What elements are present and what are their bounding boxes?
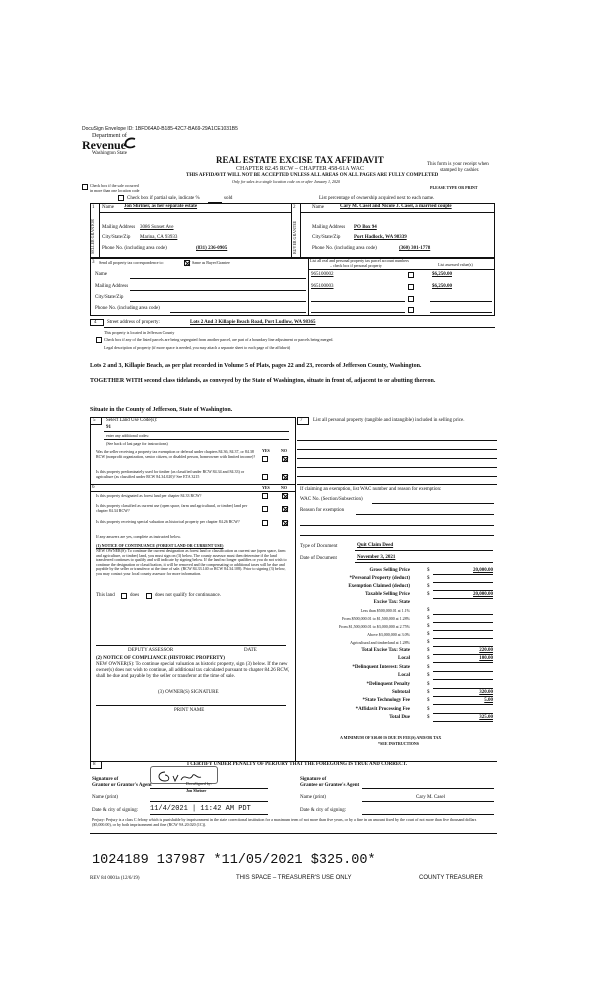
totals-label: Local (398, 673, 410, 679)
personal-property-label: List all personal property (tangible and intangible) included in selling price. (313, 418, 465, 423)
dollar-sign: $ (427, 592, 430, 597)
totals-value: 220.00 (479, 648, 493, 653)
section5-q1-yes-checkbox[interactable] (262, 456, 268, 462)
land-use-label: Select Land Use Code(s): (106, 418, 158, 423)
dollar-sign: $ (427, 664, 430, 670)
excise-bracket-label: Agricultural and timberland at 1.28% (350, 640, 410, 645)
this-land-label: This land (96, 593, 115, 598)
dollar-sign: $ (427, 568, 430, 573)
dollar-sign: $ (427, 576, 430, 581)
buyer-city-label: City/State/Zip (312, 235, 341, 240)
county-treasurer-label: COUNTY TREASURER (419, 875, 483, 881)
same-as-buyer-label: Same as Buyer/Grantee (192, 260, 230, 265)
located-in: This property is located in Jefferson County (104, 330, 175, 335)
totals-value: 5.00 (484, 698, 493, 704)
excise-bracket-label: Above $3,000,000 at 3.0% (367, 632, 410, 637)
dollar-sign: $ (427, 632, 430, 637)
totals-label: Local (398, 656, 410, 662)
totals-value: 325.00 (479, 715, 493, 721)
grantor-name-label: Name (print) (92, 795, 118, 800)
totals-label: *State Technology Fee (362, 698, 410, 704)
section6-q2-yes-checkbox[interactable] (262, 506, 268, 512)
buyer-section-number: 2 (293, 205, 296, 210)
buyer-city: Port Hadlock, WA 98339 (354, 235, 407, 240)
section3-city-label: City/State/Zip (95, 295, 124, 300)
section6-q1-no-checkbox[interactable] (282, 493, 288, 499)
parcel-2-personal-checkbox[interactable] (408, 284, 414, 290)
section5-no-header: NO (281, 448, 287, 453)
totals-label: *Delinquent Penalty (366, 681, 410, 687)
rows-label: *Personal Property (deduct) (349, 576, 410, 581)
buyer-phone: (360) 301-1778 (399, 246, 431, 251)
section6-number: 6 (92, 485, 95, 490)
rows-value: 20,000.00 (473, 568, 493, 573)
parcel-value-2: $6,250.00 (432, 284, 452, 289)
parcel-value-1: $6,250.00 (432, 272, 452, 277)
excise-bracket-label: From $500,000.01 to $1,500,000 at 1.28% (342, 616, 410, 621)
segregated-checkbox[interactable] (96, 337, 102, 343)
dollar-sign: $ (427, 673, 430, 679)
buyer-name: Cary M. Casel and Nicole J. Casel, a married couple (340, 204, 452, 209)
totals-label: Subtotal (391, 690, 410, 695)
land-does-not-checkbox[interactable] (146, 593, 152, 599)
docusign-stamp: DocuSigned by: (186, 781, 212, 786)
section6-q3-no-checkbox[interactable] (282, 520, 288, 526)
grantee-date-label: Date & city of signing: (300, 808, 347, 813)
totals-label: *Delinquent Interest: State (352, 664, 410, 670)
buyer-side-label: BUYER GRANTEE (292, 220, 297, 254)
wac-number-label: WAC No. (Section/Subsection) (300, 497, 363, 502)
section4-number: 4 (94, 320, 97, 325)
agency-state: Washington State (92, 151, 128, 156)
section6-question-2: Is this property classified as current use (open space, farm and agricultural, or timber) land per chapter 84.34 RCW? (96, 503, 248, 513)
agency-name: Revenue (82, 138, 126, 152)
grantor-signature-label-2: Grantor or Grantor's Agent (92, 783, 152, 788)
see-instructions-note: *SEE INSTRUCTIONS (378, 741, 420, 746)
totals-value: 320.00 (479, 690, 493, 695)
certify-statement: I CERTIFY UNDER PENALTY OF PERJURY THAT THE FOREGOING IS TRUE AND CORRECT. (187, 762, 408, 767)
document-date: November 3, 2021 (357, 555, 396, 560)
seller-mailing-label: Mailing Address (102, 225, 136, 230)
segregated-label: Check box if any of the listed parcels are being segregated from another parcel, are part of a boundary line adjustment or parcels being merged. (104, 337, 334, 342)
notice-compliance-body: NEW OWNER(S): To continue special valuation as historic property, sign (3) below. If the new owner(s) does not wish to continue, all additional tax calculated pursuant to chapter 84.26 RCW, shall be due and payable by the seller or transferor at the time of sale. (96, 662, 290, 679)
land-does-checkbox[interactable] (121, 593, 127, 599)
notice-compliance-title: (2) NOTICE OF COMPLIANCE (HISTORIC PROPERTY) (96, 656, 225, 661)
section6-question-3: Is this property receiving special valuation as historical property per chapter 84.26 RCW? (96, 519, 240, 524)
section5-question-1: Was the seller receiving a property tax exemption or deferral under chapters 84.36, 84.37, or 84.38 RCW (nonprofit organization, senior citizen, or disabled person, homeowner with limited income)? (96, 449, 256, 459)
rows-value: 20,000.00 (473, 592, 493, 597)
document-type-label: Type of Document (300, 544, 338, 549)
grantor-name: Jon Shriner (186, 788, 207, 793)
grantee-name: Cary M. Casel (416, 795, 446, 800)
dollar-sign: $ (427, 624, 430, 629)
section5-q2-no-checkbox[interactable] (282, 474, 288, 480)
street-address-label: Street address of property: (107, 320, 160, 325)
minimum-due-note: A MINIMUM OF $10.00 IS DUE IN FEE(S) AND/OR TAX (340, 735, 442, 740)
print-name-label: PRINT NAME (174, 708, 205, 713)
grantor-signature-label-1: Signature of (92, 777, 119, 782)
dollar-sign: $ (427, 584, 430, 589)
section6-q3-yes-checkbox[interactable] (262, 520, 268, 526)
legal-description-2: TOGETHER WITH second class tidelands, as conveyed by the State of Washington, situate in front of, adjacent to or abutting thereon. (90, 378, 436, 384)
seller-mailing: 3086 Sunset Ave (140, 225, 174, 230)
multiple-locations-checkbox[interactable] (82, 184, 88, 190)
legal-description-1: Lots 2 and 3, Killapie Beach, as per plat recorded in Volume 5 of Plats, pages 22 and 23, records of Jefferson County, Washington. (90, 363, 422, 369)
parcel-number-1: 965100002 (311, 272, 334, 277)
land-does-not-label: does not qualify for continuance. (155, 593, 221, 598)
treasurer-use-only: THIS SPACE – TREASURER'S USE ONLY (236, 875, 352, 881)
agency-dept: Department of (92, 133, 127, 139)
parcel-1-personal-checkbox[interactable] (408, 272, 414, 278)
seller-phone: (831) 236-0905 (196, 246, 228, 251)
legal-description-label: Legal description of property (if more space is needed, you may attach a separate sheet to each page of the affidavit) (104, 345, 291, 350)
buyer-phone-label: Phone No. (including area code) (312, 246, 377, 251)
buyer-mailing: PO Box 94 (354, 225, 377, 230)
exemption-label: If claiming an exemption, list WAC number and reason for exemption: (300, 487, 442, 492)
seller-side-label: SELLER GRANTOR (90, 219, 95, 254)
totals-label: Total Excise Tax: State (361, 648, 410, 653)
section4-number-box (90, 319, 104, 326)
legal-description-3: Situate in the County of Jefferson, State of Washington. (90, 407, 233, 413)
section6-q1-yes-checkbox[interactable] (262, 493, 268, 499)
form-chapters: CHAPTER 82.45 RCW – CHAPTER 458-61A WAC (236, 166, 364, 172)
deputy-date-label: DATE (244, 648, 257, 653)
dollar-sign: $ (427, 640, 430, 645)
parcels-header-2: – check box if personal property (330, 263, 382, 268)
grantee-signature-label-1: Signature of (300, 777, 327, 782)
dollar-sign: $ (427, 681, 430, 687)
section6-question-1: Is this property designated as forest land per chapter 84.33 RCW? (96, 493, 202, 498)
parcel-3-personal-checkbox[interactable] (408, 296, 414, 302)
parcel-number-2: 965100003 (311, 284, 334, 289)
assessed-header: List assessed value(s) (438, 262, 473, 267)
excise-bracket-label: From $1,500,000.01 to $3,000,000 at 2.75% (339, 624, 410, 629)
grantee-name-label: Name (print) (300, 795, 326, 800)
totals-label: *Affidavit Processing Fee (355, 706, 410, 712)
notice-continuance-title: (1) NOTICE OF CONTINUANCE (FOREST LAND OR CURRENT USE) (96, 543, 224, 548)
section3-number: 3 (92, 260, 95, 265)
dollar-sign: $ (427, 698, 430, 704)
partial-sale-label: Check box if partial sale, indicate % (127, 196, 200, 201)
form-only-sales: Only for sales in a single location code on or after January 1, 2020 (232, 179, 340, 184)
section3-name-label: Name (95, 272, 107, 277)
grantee-signature-label-2: Grantee or Grantee's Agent (300, 783, 360, 788)
type-or-print: PLEASE TYPE OR PRINT (430, 185, 478, 190)
dollar-sign: $ (427, 656, 430, 662)
excise-bracket-label: Less than $500,000.01 at 1.1% (360, 608, 410, 613)
land-use-additional: enter any additional codes: (106, 433, 149, 438)
seller-phone-label: Phone No. (including area code) (102, 246, 167, 251)
section6-no-header: NO (281, 485, 287, 490)
dollar-sign: $ (427, 616, 430, 621)
receipt-note-2: stamped by cashier. (440, 168, 480, 173)
rows-label: Exemption Claimed (deduct) (348, 584, 410, 589)
parcel-4-personal-checkbox[interactable] (408, 307, 414, 313)
dollar-sign: $ (427, 690, 430, 695)
ownership-list-note: List percentage of ownership acquired next to each name. (319, 196, 435, 201)
grantor-date: 11/4/2021 | 11:42 AM PDT (150, 805, 251, 813)
buyer-name-label: Name (312, 205, 324, 210)
perjury-statement: Perjury: Perjury is a class C felony which is punishable by imprisonment in the state correctional institution for a maximum term of not more than five years, or by a fine in an amount fixed by the court of not more than five thousand dollars ($5,000.00), or by both imprisonment and fine (RCW 9A.20.020 (1C)). (92, 817, 477, 827)
buyer-mailing-label: Mailing Address (312, 225, 346, 230)
excise-tax-state-label: Excise Tax: State (373, 600, 410, 605)
section5-question-2: Is this property predominately used for timber (as classified under RCW 84.34 and 84.33) or agriculture (as classified under RCW 84.34.020)? See ETA 3215 (96, 469, 245, 479)
receipt-note-1: This form is your receipt when (427, 162, 489, 167)
section5-q1-no-checkbox[interactable] (282, 456, 288, 462)
exemption-reason-label: Reason for exemption (300, 508, 345, 513)
section6-if-yes: If any answers are yes, complete as instructed below. (96, 534, 181, 539)
seller-city: Marina, CA 93933 (140, 235, 178, 240)
partial-sale-checkbox[interactable] (118, 195, 124, 201)
seller-city-label: City/State/Zip (102, 235, 131, 240)
partial-sale-sold: sold (224, 196, 233, 201)
street-address: Lots 2 And 3 Killapie Beach Road, Port Ludlow, WA 98365 (190, 320, 316, 325)
section5-number: 5 (93, 418, 96, 423)
land-use-code: 91 (106, 425, 111, 430)
multiple-locations-label-2: in more than one location code (90, 188, 140, 193)
dollar-sign: $ (427, 608, 430, 613)
section3-phone-label: Phone No. (including area code) (95, 306, 160, 311)
dollar-sign: $ (427, 706, 430, 712)
multiple-locations-label-1: Check box if the sale occurred (90, 183, 139, 188)
section5-q2-yes-checkbox[interactable] (262, 474, 268, 480)
section6-q2-no-checkbox[interactable] (282, 506, 288, 512)
document-date-label: Date of Document (300, 556, 337, 561)
parcels-header-1: List all real and personal property tax parcel account numbers (310, 258, 409, 263)
rows-label: Taxable Selling Price (365, 592, 410, 597)
form-revision: REV 84 0001a (12/6/19) (90, 876, 140, 881)
section5-yes-header: YES (262, 448, 270, 453)
seller-section-number: 1 (92, 205, 95, 210)
dollar-sign: $ (427, 648, 430, 653)
land-use-see-back: (See back of last page for instructions) (106, 441, 168, 446)
revenue-logo-icon (123, 137, 137, 149)
document-type: Quit Claim Deed (357, 543, 394, 548)
section7-number: 7 (300, 418, 303, 423)
land-does-label: does (130, 593, 140, 598)
section3-label: Send all property tax correspondence to: (99, 260, 164, 265)
owner-signature-label: (3) OWNER(S) SIGNATURE (158, 690, 219, 695)
dollar-sign: $ (427, 715, 430, 721)
treasurer-stamp: 1024189 137987 *11/05/2021 $325.00* (92, 853, 376, 868)
envelope-id: DocuSign Envelope ID: 1BFD64A0-B185-42C7-BA69-29A1CE1031B5 (82, 126, 238, 132)
section8-number: 8 (93, 762, 96, 767)
same-as-buyer-checkbox[interactable] (184, 260, 190, 266)
notice-continuance-body: NEW OWNER(S): To continue the current designation as forest land or classification as current use (open space, farm and agriculture, or timber) land, you must sign on (3) below. The county assessor must then determine if the land transferred continues to qualify and will indicate by signing below. If the land no longer qualifies or you do not wish to continue the designation or classification, it will be removed and the compensating or additional taxes will be due and payable by the seller or transferor at the time of sale. (RCW 84.33.140 or RCW 84.34.108). Prior to signing (3) below, you may contact your local county assessor for more information. (96, 548, 287, 576)
rows-label: Gross Selling Price (369, 568, 410, 573)
section3-mailing-label: Mailing Address (95, 284, 129, 289)
form-title: REAL ESTATE EXCISE TAX AFFIDAVIT (216, 155, 384, 165)
grantor-date-label: Date & city of signing: (92, 808, 139, 813)
section6-yes-header: YES (262, 485, 270, 490)
seller-name-label: Name (102, 205, 114, 210)
deputy-assessor-label: DEPUTY ASSESSOR (128, 648, 174, 653)
totals-value: 100.00 (479, 656, 493, 662)
seller-name: Jon Shriner, as her separate estate (124, 204, 198, 209)
form-warning: THIS AFFIDAVIT WILL NOT BE ACCEPTED UNLESS ALL AREAS ON ALL PAGES ARE FULLY COMPLETED (186, 173, 439, 178)
totals-label: Total Due (389, 715, 410, 721)
